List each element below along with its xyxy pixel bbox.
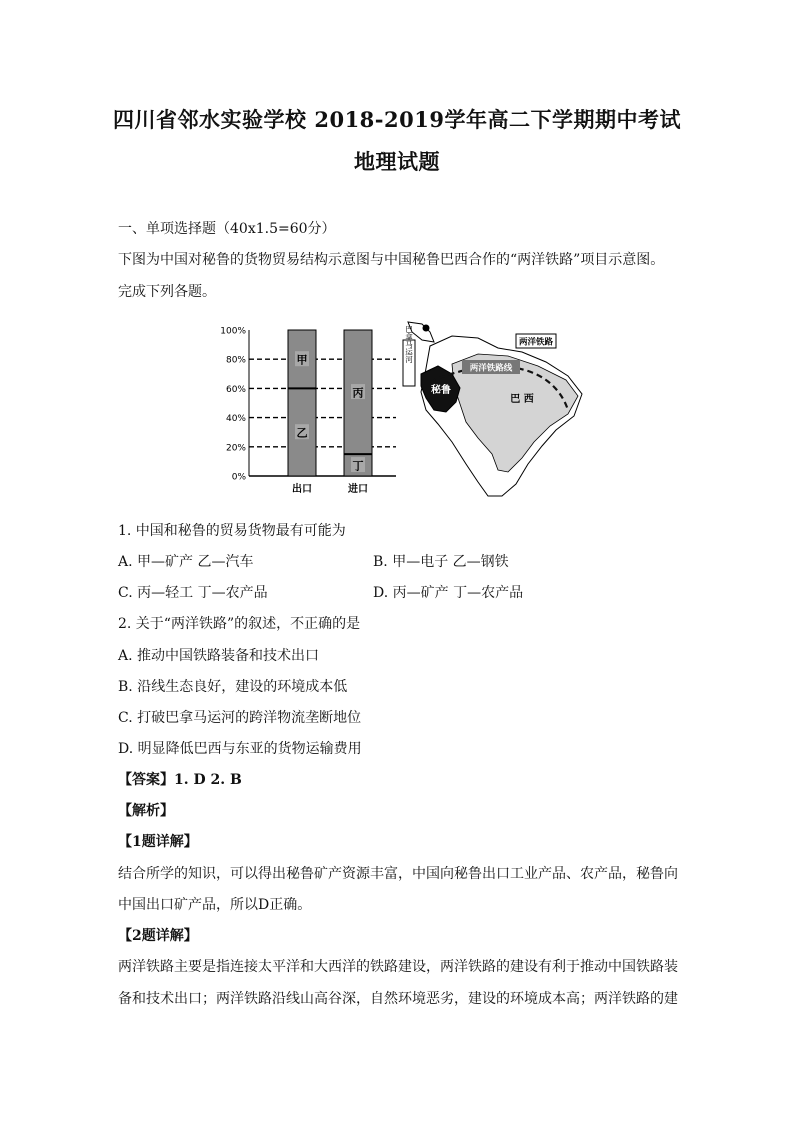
- category-label: 出口: [292, 484, 312, 495]
- q2-option-b: B. 沿线生态良好，建设的环境成本低: [118, 679, 348, 695]
- y-tick-label: 0%: [231, 472, 246, 483]
- detail2-heading: 【2题详解】: [118, 928, 198, 944]
- detail1-heading: 【1题详解】: [118, 834, 198, 850]
- y-tick-label: 60%: [225, 384, 246, 395]
- figure: [216, 318, 586, 498]
- railway-legend-label: 两洋铁路: [518, 337, 554, 348]
- intro-line-2: 完成下列各题。: [118, 284, 216, 300]
- segment-label: 丙: [352, 386, 364, 400]
- intro-line-1: 下图为中国对秘鲁的货物贸易结构示意图与中国秘鲁巴西合作的“两洋铁路”项目示意图。: [118, 252, 665, 268]
- answer-line: 【答案】1. D 2. B: [118, 772, 242, 788]
- y-tick-label: 100%: [220, 326, 246, 337]
- document-title: 四川省邻水实验学校 2018-2019学年高二下学期期中考试: [113, 107, 681, 132]
- y-tick-label: 80%: [225, 355, 246, 366]
- segment-label: 甲: [296, 353, 308, 367]
- route-label: 两洋铁路线: [469, 363, 513, 374]
- category-label: 进口: [348, 484, 368, 495]
- q1-option-a: A. 甲—矿产 乙—汽车: [118, 554, 254, 570]
- panama-label: 巴拿马运河: [404, 325, 414, 363]
- panama-marker: [423, 325, 430, 332]
- south-america-map: [403, 322, 582, 496]
- segment-label: 丁: [352, 459, 364, 473]
- y-tick-label: 20%: [225, 443, 246, 454]
- analysis-heading: 【解析】: [118, 803, 174, 819]
- brazil-label: 巴 西: [510, 394, 534, 405]
- detail1-line-1: 结合所学的知识，可以得出秘鲁矿产资源丰富，中国向秘鲁出口工业产品、农产品，秘鲁向: [118, 866, 678, 882]
- detail2-line-1: 两洋铁路主要是指连接太平洋和大西洋的铁路建设，两洋铁路的建设有利于推动中国铁路装: [118, 959, 678, 975]
- section-heading: 一、单项选择题（40x1.5=60分）: [118, 221, 336, 237]
- q1-option-d: D. 丙—矿产 丁—农产品: [373, 585, 524, 601]
- figure-svg: [216, 318, 586, 498]
- q2-option-a: A. 推动中国铁路装备和技术出口: [118, 648, 320, 664]
- q1-stem: 1. 中国和秘鲁的贸易货物最有可能为: [118, 523, 346, 539]
- q1-option-b: B. 甲—电子 乙—钢铁: [373, 554, 509, 570]
- detail1-line-2: 中国出口矿产品，所以D正确。: [118, 897, 312, 913]
- document-subtitle: 地理试题: [354, 149, 440, 174]
- segment-label: 乙: [296, 426, 308, 440]
- y-tick-label: 40%: [225, 414, 246, 425]
- peru-label: 秘鲁: [431, 385, 451, 396]
- detail2-line-2: 备和技术出口；两洋铁路沿线山高谷深，自然环境恶劣，建设的环境成本高；两洋铁路的建: [118, 991, 678, 1007]
- q2-option-c: C. 打破巴拿马运河的跨洋物流垄断地位: [118, 710, 362, 726]
- q2-option-d: D. 明显降低巴西与东亚的货物运输费用: [118, 741, 362, 757]
- q2-stem: 2. 关于“两洋铁路”的叙述，不正确的是: [118, 616, 361, 632]
- q1-option-c: C. 丙—轻工 丁—农产品: [118, 585, 268, 601]
- trade-structure-chart: [220, 327, 396, 496]
